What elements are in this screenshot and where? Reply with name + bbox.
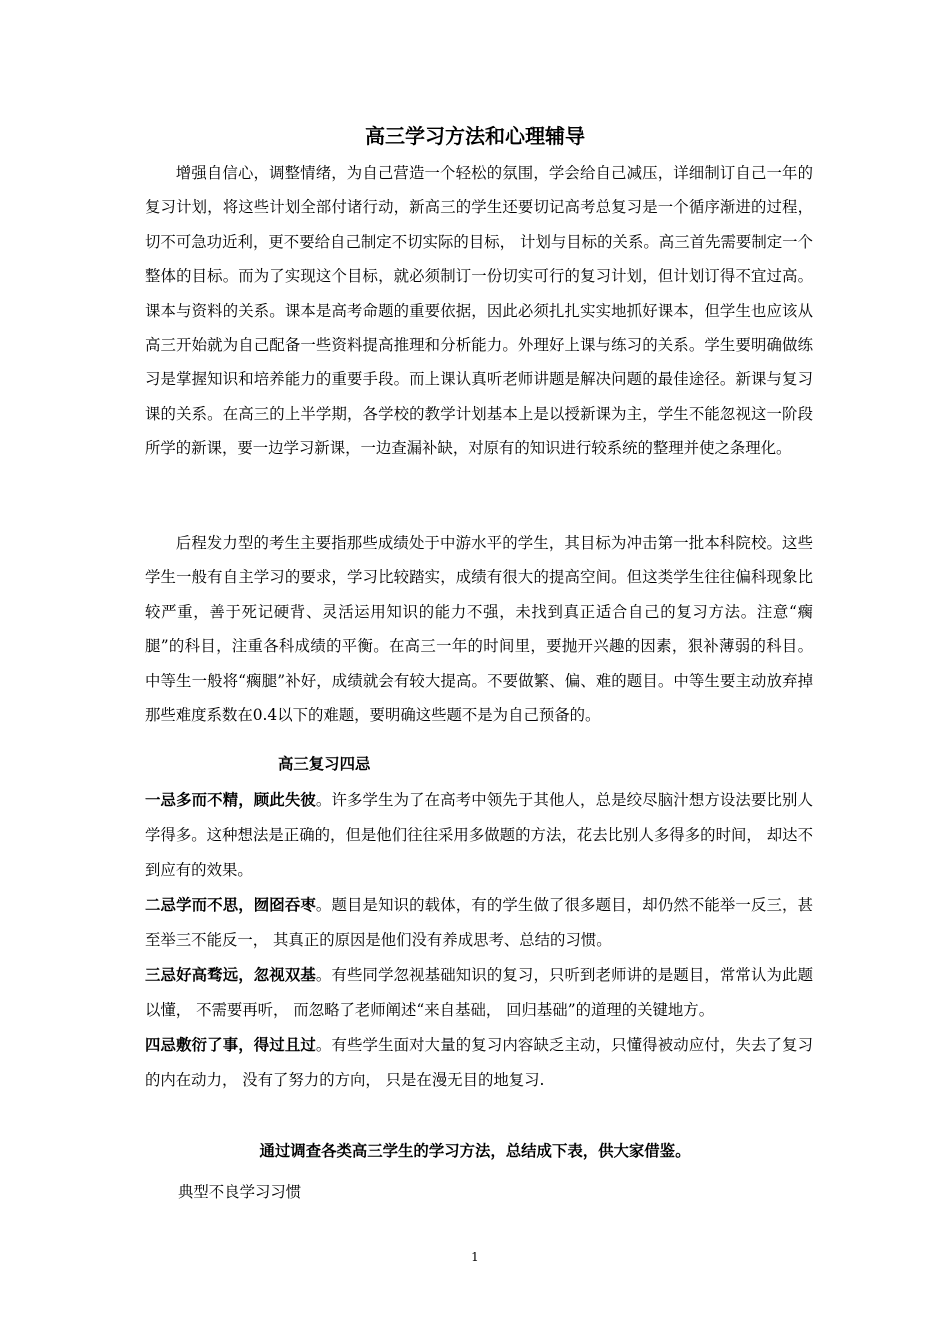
taboo-text: 。有些学生面对大量的复习内容缺乏主动，只懂得被动应付，失去了复习的内在动力， 没有了努力的方向， 只是在漫无目的地复习.: [145, 1036, 813, 1089]
section-heading: 高三复习四忌: [278, 755, 371, 773]
taboo-heading: 二忌学而不思，囫囵吞枣: [145, 896, 316, 914]
taboo-item: [145, 888, 813, 958]
taboo-text: 。题目是知识的载体，有的学生做了很多题目，却仍然不能举一反三，甚至举三不能反一， 其真正的原因是他们没有养成思考、总结的习惯。: [145, 896, 813, 949]
taboo-item: [145, 783, 813, 888]
taboo-item: [145, 1028, 813, 1098]
taboo-text: 。有些同学忽视基础知识的复习，只听到老师讲的是题目，常常认为此题以懂， 不需要再听， 而忽略了老师阐述“来自基础， 回归基础”的道理的关键地方。: [145, 966, 813, 1019]
summary-line: 通过调查各类高三学生的学习方法，总结成下表，供大家借鉴。: [259, 1142, 691, 1160]
document-title: 高三学习方法和心理辅导: [365, 124, 585, 148]
intro-paragraph: 增强自信心，调整情绪，为自己营造一个轻松的氛围，学会给自己减压，详细制订自己一年的复习计划，将这些计划全部付诸行动，新高三的学生还要切记高考总复习是一个循序渐进的过程，切不可急功近利，更不要给自己制定不切实际的目标， 计划与目标的关系。高三首先需要制定一个整体的目标。而为了实现这个目标，就必须制订一份切实可行的复习计划，但计划订得不宜过高。课本与资料的关系。课本是高考命题的重要依据，因此必须扎扎实实地抓好课本，但学生也应该从高三开始就为自己配备一些资料提高推理和分析能力。外理好上课与练习的关系。学生要明确做练习是掌握知识和培养能力的重要手段。而上课认真听老师讲题是解决问题的最佳途径。新课与复习课的关系。在高三的上半学期，各学校的教学计划基本上是以授新课为主，学生不能忽视这一阶段所学的新课，要一边学习新课，一边查漏补缺，对原有的知识进行较系统的整理并使之条理化。: [145, 164, 813, 458]
taboo-heading: 一忌多而不精，顾此失彼: [145, 791, 316, 809]
taboo-heading: 四忌敷衍了事，得过且过: [145, 1036, 316, 1054]
taboo-text: 。许多学生为了在高考中领先于其他人，总是绞尽脑汁想方设法要比别人学得多。这种想法是正确的，但是他们往往采用多做题的方法，花去比别人多得多的时间， 却达不到应有的效果。: [145, 791, 813, 879]
middle-student-paragraph: 后程发力型的考生主要指那些成绩处于中游水平的学生，其目标为冲击第一批本科院校。这些学生一般有自主学习的要求，学习比较踏实，成绩有很大的提高空间。但这类学生往往偏科现象比较严重，善于死记硬背、灵活运用知识的能力不强，未找到真正适合自己的复习方法。注意“瘸腿”的科目，注重各科成绩的平衡。在高三一年的时间里，要抛开兴趣的因素，狠补薄弱的科目。中等生一般将“瘸腿”补好，成绩就会有较大提高。不要做繁、偏、难的题目。中等生要主动放弃掉那些难度系数在0.4以下的难题，要明确这些题不是为自己预备的。: [145, 534, 813, 725]
page-number: 1: [471, 1250, 479, 1264]
table-caption: 典型不良学习习惯: [178, 1183, 302, 1201]
taboo-heading: 三忌好高骛远，忽视双基: [145, 966, 316, 984]
taboo-item: [145, 958, 813, 1028]
